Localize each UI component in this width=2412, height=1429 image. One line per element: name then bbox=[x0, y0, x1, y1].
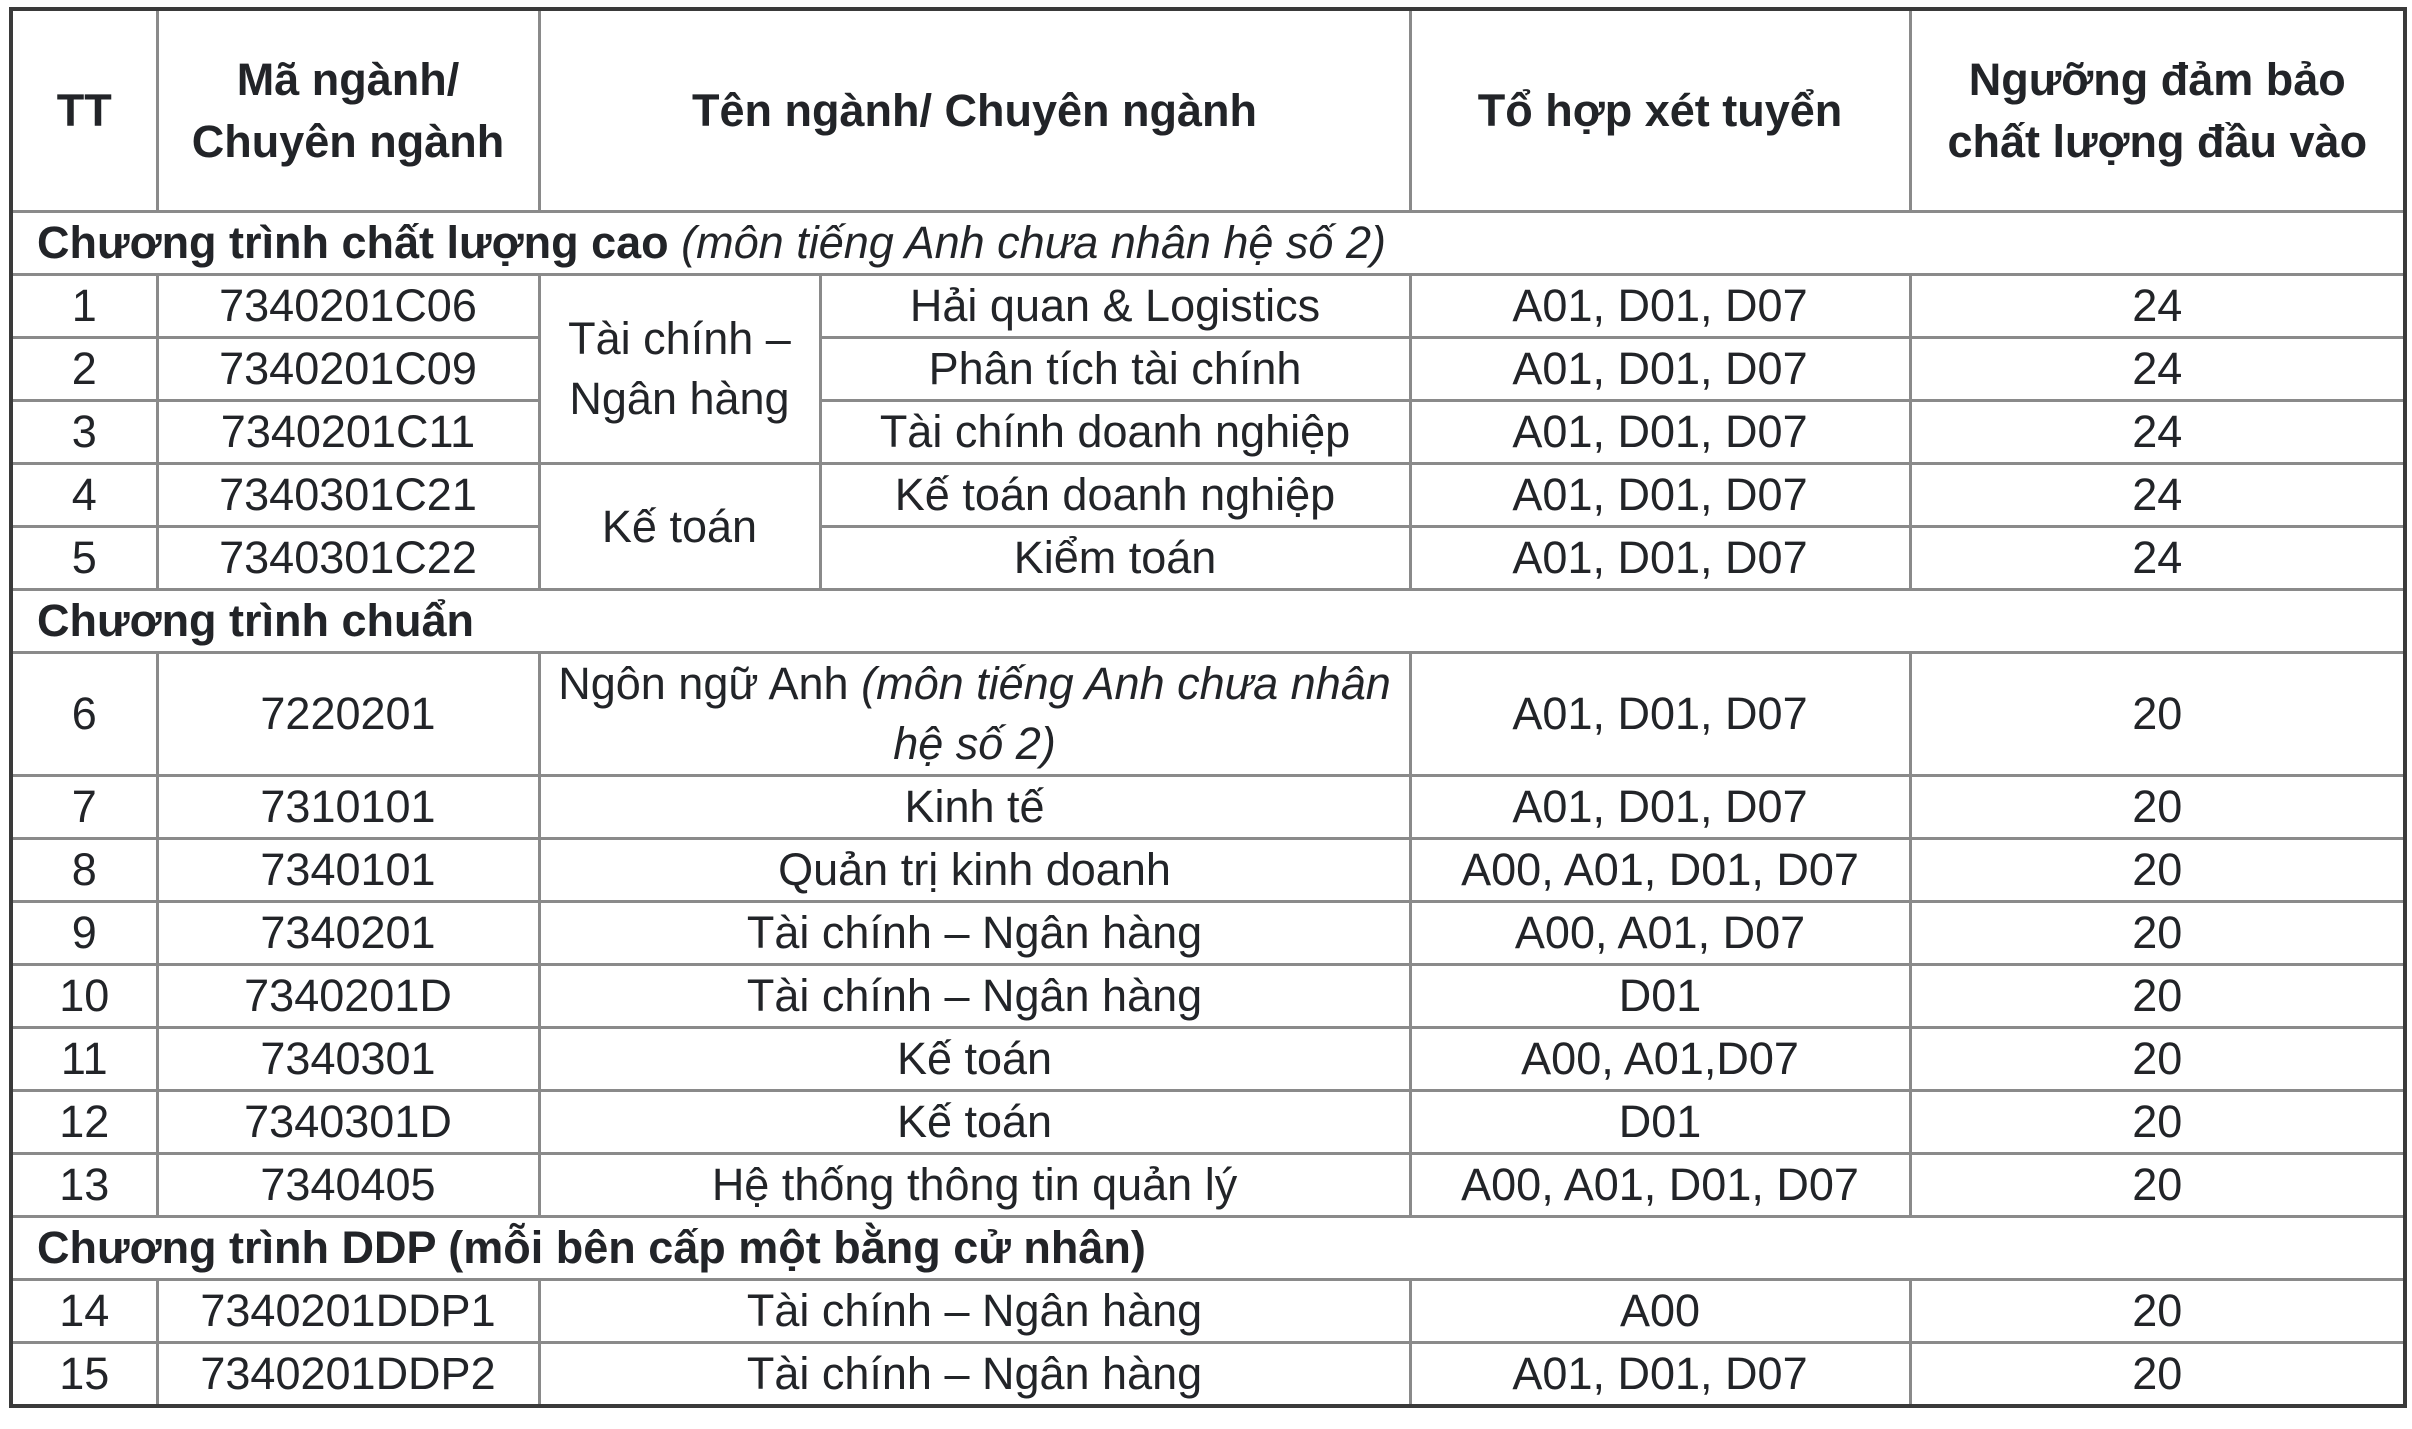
table-row bbox=[11, 401, 2405, 464]
cell-major-group: Tài chính – Ngân hàng bbox=[539, 275, 820, 464]
cell-code: 7340201DDP1 bbox=[157, 1280, 539, 1343]
cell-combo: A00 bbox=[1410, 1280, 1910, 1343]
cell-code: 7340201C09 bbox=[157, 338, 539, 401]
table-row bbox=[11, 1343, 2405, 1407]
table-row bbox=[11, 1091, 2405, 1154]
cell-combo: A01, D01, D07 bbox=[1410, 527, 1910, 590]
cell-threshold: 24 bbox=[1910, 464, 2405, 527]
cell-name: Kế toán bbox=[539, 1028, 1410, 1091]
cell-name: Kiểm toán bbox=[820, 527, 1410, 590]
cell-threshold: 20 bbox=[1910, 965, 2405, 1028]
cell-tt: 8 bbox=[11, 839, 157, 902]
table-row bbox=[11, 1154, 2405, 1217]
cell-threshold: 20 bbox=[1910, 776, 2405, 839]
table-row bbox=[11, 1028, 2405, 1091]
cell-code: 7220201 bbox=[157, 653, 539, 776]
header-tt: TT bbox=[11, 9, 157, 212]
cell-combo: A00, A01,D07 bbox=[1410, 1028, 1910, 1091]
cell-tt: 14 bbox=[11, 1280, 157, 1343]
section-row-high-quality bbox=[11, 212, 2405, 275]
cell-threshold: 24 bbox=[1910, 527, 2405, 590]
cell-threshold: 20 bbox=[1910, 1154, 2405, 1217]
cell-tt: 15 bbox=[11, 1343, 157, 1407]
cell-combo: A01, D01, D07 bbox=[1410, 653, 1910, 776]
table-row bbox=[11, 275, 2405, 338]
table-row bbox=[11, 776, 2405, 839]
table-row bbox=[11, 464, 2405, 527]
cell-code: 7340201D bbox=[157, 965, 539, 1028]
cell-tt: 9 bbox=[11, 902, 157, 965]
cell-combo: A00, A01, D01, D07 bbox=[1410, 1154, 1910, 1217]
cell-combo: A00, A01, D01, D07 bbox=[1410, 839, 1910, 902]
cell-name: Tài chính doanh nghiệp bbox=[820, 401, 1410, 464]
cell-threshold: 24 bbox=[1910, 401, 2405, 464]
cell-name: Ngôn ngữ Anh (môn tiếng Anh chưa nhân hệ số 2) bbox=[539, 653, 1410, 776]
cell-threshold: 24 bbox=[1910, 275, 2405, 338]
cell-name-note: (môn tiếng Anh chưa nhân hệ số 2) bbox=[861, 658, 1391, 769]
header-combo: Tổ hợp xét tuyển bbox=[1410, 9, 1910, 212]
cell-combo: A01, D01, D07 bbox=[1410, 275, 1910, 338]
cell-tt: 13 bbox=[11, 1154, 157, 1217]
cell-combo: A01, D01, D07 bbox=[1410, 1343, 1910, 1407]
cell-tt: 10 bbox=[11, 965, 157, 1028]
header-row bbox=[11, 9, 2405, 212]
cell-tt: 5 bbox=[11, 527, 157, 590]
cell-major-group: Kế toán bbox=[539, 464, 820, 590]
cell-threshold: 24 bbox=[1910, 338, 2405, 401]
cell-name: Tài chính – Ngân hàng bbox=[539, 1343, 1410, 1407]
cell-name: Tài chính – Ngân hàng bbox=[539, 902, 1410, 965]
table-row bbox=[11, 653, 2405, 776]
section-note: (môn tiếng Anh chưa nhân hệ số 2) bbox=[681, 217, 1386, 268]
cell-name: Kế toán bbox=[539, 1091, 1410, 1154]
section-title: Chương trình chất lượng cao (môn tiếng Anh chưa nhân hệ số 2) bbox=[11, 212, 2405, 275]
cell-code: 7340301C21 bbox=[157, 464, 539, 527]
cell-combo: A01, D01, D07 bbox=[1410, 338, 1910, 401]
cell-name: Tài chính – Ngân hàng bbox=[539, 1280, 1410, 1343]
cell-code: 7310101 bbox=[157, 776, 539, 839]
cell-name: Phân tích tài chính bbox=[820, 338, 1410, 401]
cell-tt: 12 bbox=[11, 1091, 157, 1154]
cell-code: 7340201C11 bbox=[157, 401, 539, 464]
section-row-standard bbox=[11, 590, 2405, 653]
cell-combo: A01, D01, D07 bbox=[1410, 401, 1910, 464]
cell-code: 7340301D bbox=[157, 1091, 539, 1154]
cell-tt: 1 bbox=[11, 275, 157, 338]
cell-name: Kinh tế bbox=[539, 776, 1410, 839]
cell-code: 7340301C22 bbox=[157, 527, 539, 590]
cell-tt: 11 bbox=[11, 1028, 157, 1091]
header-threshold: Ngưỡng đảm bảo chất lượng đầu vào bbox=[1910, 9, 2405, 212]
table-row bbox=[11, 839, 2405, 902]
cell-combo: D01 bbox=[1410, 965, 1910, 1028]
cell-tt: 2 bbox=[11, 338, 157, 401]
cell-threshold: 20 bbox=[1910, 653, 2405, 776]
header-name: Tên ngành/ Chuyên ngành bbox=[539, 9, 1410, 212]
cell-tt: 6 bbox=[11, 653, 157, 776]
cell-code: 7340101 bbox=[157, 839, 539, 902]
cell-tt: 3 bbox=[11, 401, 157, 464]
cell-combo: A01, D01, D07 bbox=[1410, 464, 1910, 527]
cell-code: 7340201C06 bbox=[157, 275, 539, 338]
admission-table bbox=[9, 7, 2407, 1408]
cell-tt: 4 bbox=[11, 464, 157, 527]
cell-code: 7340405 bbox=[157, 1154, 539, 1217]
table-row bbox=[11, 527, 2405, 590]
cell-name: Tài chính – Ngân hàng bbox=[539, 965, 1410, 1028]
cell-name: Hải quan & Logistics bbox=[820, 275, 1410, 338]
cell-threshold: 20 bbox=[1910, 902, 2405, 965]
cell-threshold: 20 bbox=[1910, 1343, 2405, 1407]
cell-code: 7340201DDP2 bbox=[157, 1343, 539, 1407]
section-title: Chương trình chuẩn bbox=[11, 590, 2405, 653]
cell-name: Kế toán doanh nghiệp bbox=[820, 464, 1410, 527]
cell-tt: 7 bbox=[11, 776, 157, 839]
cell-threshold: 20 bbox=[1910, 1280, 2405, 1343]
cell-code: 7340201 bbox=[157, 902, 539, 965]
table-row bbox=[11, 1280, 2405, 1343]
table-row bbox=[11, 902, 2405, 965]
cell-name: Hệ thống thông tin quản lý bbox=[539, 1154, 1410, 1217]
cell-combo: D01 bbox=[1410, 1091, 1910, 1154]
cell-threshold: 20 bbox=[1910, 839, 2405, 902]
cell-code: 7340301 bbox=[157, 1028, 539, 1091]
cell-combo: A01, D01, D07 bbox=[1410, 776, 1910, 839]
table-row bbox=[11, 965, 2405, 1028]
cell-threshold: 20 bbox=[1910, 1091, 2405, 1154]
section-title: Chương trình DDP (mỗi bên cấp một bằng cử nhân) bbox=[11, 1217, 2405, 1280]
table-row bbox=[11, 338, 2405, 401]
cell-name: Quản trị kinh doanh bbox=[539, 839, 1410, 902]
section-row-ddp bbox=[11, 1217, 2405, 1280]
header-code: Mã ngành/ Chuyên ngành bbox=[157, 9, 539, 212]
cell-threshold: 20 bbox=[1910, 1028, 2405, 1091]
cell-combo: A00, A01, D07 bbox=[1410, 902, 1910, 965]
